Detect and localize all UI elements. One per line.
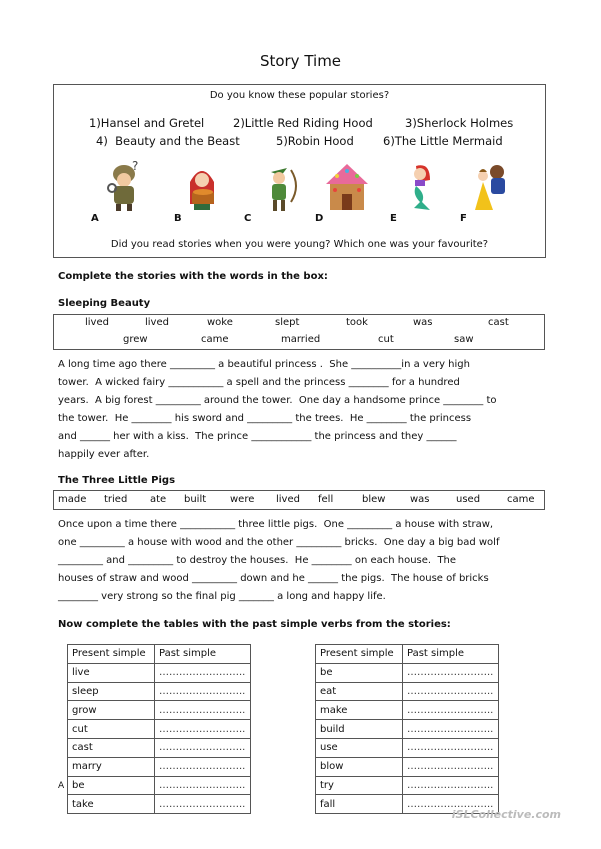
word-box-item: lived — [85, 317, 109, 328]
story-line: years. A big forest _________ around the tower. One day a handsome prince ________ to — [58, 395, 497, 406]
word-box-item: slept — [275, 317, 300, 328]
stray-mark: A — [58, 781, 65, 791]
story-line: happily ever after. — [58, 449, 150, 460]
past-verb-blank[interactable]: …………………….. — [155, 701, 251, 720]
table-row — [316, 682, 499, 701]
table-row — [316, 776, 499, 795]
past-verb-blank[interactable]: …………………….. — [155, 663, 251, 682]
story-line: and ______ her with a kiss. The prince ____________ the princess and they ______ — [58, 431, 457, 442]
present-verb: sleep — [68, 682, 155, 701]
past-verb-blank[interactable]: …………………….. — [155, 776, 251, 795]
picture-label: F — [460, 213, 467, 224]
sherlock-holmes-picture — [102, 160, 146, 212]
sleeping-beauty-heading: Sleeping Beauty — [58, 298, 151, 309]
present-verb: marry — [68, 757, 155, 776]
present-verb: be — [68, 776, 155, 795]
table-header-row — [68, 645, 251, 664]
present-verb: take — [68, 795, 155, 814]
present-verb: fall — [316, 795, 403, 814]
story-line: the tower. He ________ his sword and _________ the trees. He ________ the princess — [58, 413, 472, 424]
table-row — [68, 738, 251, 757]
beauty-and-the-beast-picture — [467, 160, 511, 212]
robin-hood-picture — [257, 160, 301, 212]
story-item: 1)Hansel and Gretel — [89, 116, 205, 130]
past-verb-blank[interactable]: …………………….. — [155, 795, 251, 814]
present-verb: blow — [316, 757, 403, 776]
table-row — [316, 701, 499, 720]
word-box-item: came — [201, 334, 229, 345]
present-verb: make — [316, 701, 403, 720]
past-verb-blank[interactable]: …………………….. — [403, 757, 499, 776]
past-verb-blank[interactable]: …………………….. — [155, 720, 251, 739]
story-line: ________ very strong so the final pig _______ a long and happy life. — [58, 591, 386, 602]
story-line: A long time ago there _________ a beautiful princess . She __________in a very high — [58, 359, 470, 370]
word-box-item: was — [413, 317, 433, 328]
past-verb-blank[interactable]: …………………….. — [403, 720, 499, 739]
word-box-item: saw — [454, 334, 474, 345]
past-verb-blank[interactable]: …………………….. — [403, 795, 499, 814]
present-verb: eat — [316, 682, 403, 701]
past-verb-blank[interactable]: …………………….. — [403, 663, 499, 682]
picture-label: B — [174, 213, 182, 224]
word-box-item: ate — [150, 494, 167, 505]
picture-label: A — [91, 213, 99, 224]
picture-label: C — [244, 213, 252, 224]
word-box-item: were — [230, 494, 255, 505]
word-box-item: cut — [378, 334, 394, 345]
word-box-item: was — [410, 494, 430, 505]
little-red-riding-hood-picture — [180, 160, 224, 212]
verbs-table-2 — [315, 644, 499, 814]
intro-question: Do you know these popular stories? — [209, 90, 390, 101]
table-row — [68, 682, 251, 701]
present-verb: try — [316, 776, 403, 795]
word-box-item: tried — [104, 494, 128, 505]
table-header-row — [316, 645, 499, 664]
verbs-table-1 — [67, 644, 251, 814]
instruction-complete-tables: Now complete the tables with the past simple verbs from the stories: — [58, 619, 451, 630]
page-title: Story Time — [259, 52, 342, 70]
past-verb-blank[interactable]: …………………….. — [155, 738, 251, 757]
little-mermaid-picture — [400, 160, 444, 212]
word-box-item: made — [58, 494, 87, 505]
word-box-item: built — [184, 494, 207, 505]
table-header-present: Present simple — [316, 645, 403, 664]
footer-watermark: iSLCollective.com — [451, 808, 561, 821]
table-header-present: Present simple — [68, 645, 155, 664]
intro-question-2: Did you read stories when you were young? Which one was your favourite? — [110, 239, 489, 250]
story-item: 2)Little Red Riding Hood — [233, 116, 373, 130]
word-box-item: fell — [318, 494, 334, 505]
story-item: 6)The Little Mermaid — [383, 134, 503, 148]
table-row — [68, 720, 251, 739]
word-box-item: woke — [207, 317, 233, 328]
past-verb-blank[interactable]: …………………….. — [155, 757, 251, 776]
present-verb: cut — [68, 720, 155, 739]
word-box-item: lived — [145, 317, 169, 328]
word-box-item: cast — [488, 317, 509, 328]
story-line: one _________ a house with wood and the other _________ bricks. One day a big bad wolf — [58, 537, 500, 548]
table-row — [316, 757, 499, 776]
word-box-item: grew — [123, 334, 148, 345]
table-row — [68, 701, 251, 720]
word-box-item: lived — [276, 494, 300, 505]
present-verb: live — [68, 663, 155, 682]
svg-text:?: ? — [132, 160, 139, 173]
past-verb-blank[interactable]: …………………….. — [403, 682, 499, 701]
present-verb: cast — [68, 738, 155, 757]
past-verb-blank[interactable]: …………………….. — [403, 776, 499, 795]
story-line: Once upon a time there ___________ three little pigs. One _________ a house with straw, — [58, 519, 494, 530]
story-item: 4) Beauty and the Beast — [96, 134, 240, 148]
story-item: 3)Sherlock Holmes — [405, 116, 514, 130]
three-little-pigs-heading: The Three Little Pigs — [58, 475, 176, 486]
word-box-item: took — [346, 317, 368, 328]
table-row — [68, 757, 251, 776]
table-header-past: Past simple — [403, 645, 499, 664]
picture-label: D — [315, 213, 324, 224]
table-row — [316, 738, 499, 757]
table-row — [68, 776, 251, 795]
present-verb: grow — [68, 701, 155, 720]
story-line: _________ and _________ to destroy the houses. He ________ on each house. The — [58, 555, 457, 566]
table-row — [316, 663, 499, 682]
table-header-past: Past simple — [155, 645, 251, 664]
table-row — [68, 663, 251, 682]
word-box-item: blew — [362, 494, 386, 505]
picture-label: E — [390, 213, 397, 224]
table-row — [68, 795, 251, 814]
story-line: houses of straw and wood _________ down and he ______ the pigs. The house of bricks — [58, 573, 489, 584]
word-box-item: came — [507, 494, 535, 505]
word-box-item: used — [456, 494, 481, 505]
story-item: 5)Robin Hood — [276, 134, 354, 148]
instruction-complete-stories: Complete the stories with the words in the box: — [58, 271, 328, 282]
present-verb: use — [316, 738, 403, 757]
story-line: tower. A wicked fairy ___________ a spell and the princess ________ for a hundred — [58, 377, 460, 388]
present-verb: build — [316, 720, 403, 739]
gingerbread-house-picture — [322, 160, 372, 212]
word-box-item: married — [281, 334, 321, 345]
past-verb-blank[interactable]: …………………….. — [155, 682, 251, 701]
past-verb-blank[interactable]: …………………….. — [403, 701, 499, 720]
past-verb-blank[interactable]: …………………….. — [403, 738, 499, 757]
present-verb: be — [316, 663, 403, 682]
table-row — [316, 720, 499, 739]
